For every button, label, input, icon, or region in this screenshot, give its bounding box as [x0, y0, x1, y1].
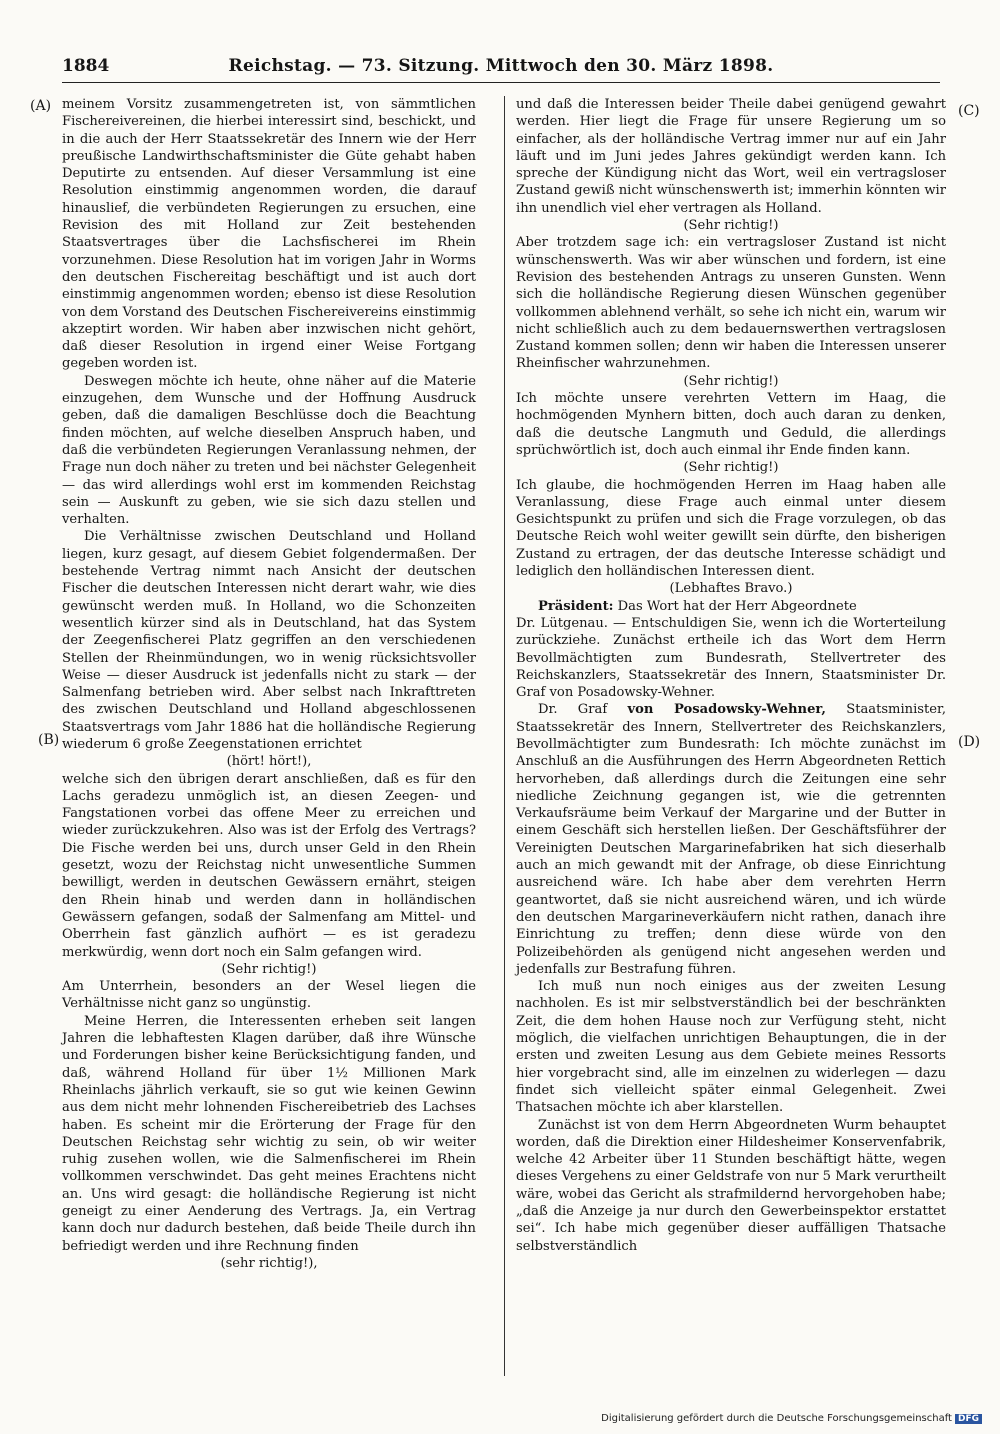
margin-mark-b: (B)	[38, 732, 60, 748]
speaker-prefix: Dr. Graf	[538, 702, 608, 718]
interjection: (hört! hört!),	[226, 754, 312, 770]
paragraph: Die Verhältnisse zwischen Deutschland und Holland liegen, kurz gesagt, auf diesem Gebiet folgendermaßen. Der bestehende Vertrag nimmt nach Ansicht der deutschen Fischer die deutschen Interessen nicht derart wahr, wie dies gewünscht werden muß. In Holland, wo die Schonzeiten wesentlich kürzer sind als in Deutschland, hat das System der Zeegenfischerei Platz gegriffen an den verschiedenen Stellen der Rheinmündungen, wo in wenig rücksichtsvoller Weise — dieser Ausdruck ist jedenfalls nicht zu stark — der Salmenfang betrieben wird. Aber selbst nach Inkrafttreten des zwischen Deutschland und Holland abgeschlossenen Staatsvertrags vom Jahr 1886 hat die holländische Regierung wiederum 6 große Zeegenstationen errichtet	[62, 529, 476, 752]
paragraph: Meine Herren, die Interessenten erheben seit langen Jahren die lebhaftesten Klagen darüber, daß ihre Wünsche und Forderungen bisher keine Berücksichtigung fanden, und daß, während Holland für über 1½ Millionen Mark Rheinlachs jährlich verkauft, sie so gut wie keinen Gewinn aus dem nicht mehr lohnenden Fischereibetrieb des Lachses haben. Es scheint mir die Erörterung der Frage für den Deutschen Reichstag sehr wichtig zu sein, ob wir weiter ruhig zusehen wollen, wie die Salmenfischerei im Rhein vollkommen verschwindet. Das geht meines Erachtens nicht an. Uns wird gesagt: die holländische Regierung ist nicht geneigt zu einer Aenderung des Vertrags. Ja, ein Vertrag kann doch nur dadurch bestehen, daß beide Theile durch ihn befriedigt werden und ihre Rechnung finden	[62, 1013, 476, 1254]
footer	[601, 1413, 982, 1424]
paragraph: Deswegen möchte ich heute, ohne näher auf die Materie einzugehen, dem Wunsche und der Hoffnung Ausdruck geben, daß die damaligen Beschlüsse doch die Beachtung finden möchten, auf welche dieselben Anspruch haben, und daß die verbündeten Regierungen Veranlassung nehmen, der Frage nun doch näher zu treten und bei nächster Gelegenheit — das wird allerdings wohl erst im kommenden Reichstag sein — Auskunft zu geben, wie sie sich dazu stellen und verhalten.	[62, 373, 476, 528]
margin-mark-a: (A)	[30, 98, 52, 114]
column-divider	[504, 96, 505, 1376]
speaker-text: Staatsminister, Staatssekretär des Innern, Stellvertreter des Reichskanzlers, Bevollmächtigter zum Bundesrath: Ich möchte zunächst im Anschluß an die Ausführungen des Herrn Abgeordneten Rettich hervorheben, daß allerdings durch die Zeitungen eine sehr niedliche Zeichnung gegangen ist, wie die getrennten Verkaufsräume beim Verkauf der Margarine und der Butter in einem Geschäft sich herstellen ließen. Der Geschäftsführer der Vereinigten Deutschen Margarinefabriken hat sich dieserhalb auch an mich gewandt mit der Anfrage, ob diese Einrichtung ausreichend wäre. Ich habe aber dem verehrten Herrn geantwortet, daß sie nicht ausreichend wären, und ich würde den deutschen Margarineverkäufern nicht rathen, danach ihre Einrichtung zu treffen; denn diese würde von den Polizeibehörden als genügend nicht angesehen werden und jedenfalls zur Bestrafung führen.	[516, 702, 946, 977]
interjection: (Sehr richtig!)	[683, 460, 779, 476]
interjection: (sehr richtig!),	[220, 1255, 318, 1271]
paragraph: Ich möchte unsere verehrten Vettern im Haag, die hochmögenden Mynhern bitten, doch auch daran zu denken, daß die deutsche Langmuth und Geduld, die allerdings sprüchwörtlich ist, doch auch einmal ihr Ende finden kann.	[516, 391, 946, 458]
interjection: (Sehr richtig!)	[683, 373, 779, 389]
margin-mark-d: (D)	[958, 734, 981, 750]
interjection: (Sehr richtig!)	[683, 218, 779, 234]
paragraph: Ich muß nun noch einiges aus der zweiten Lesung nachholen. Es ist mir selbstverständlich bei der beschränkten Zeit, die dem hohen Hause noch zur Verfügung steht, nicht möglich, die vielfachen unrichtigen Behauptungen, die in der ersten und zweiten Lesung aus dem Gebiete meines Ressorts hier vorgebracht sind, alle im einzelnen zu widerlegen — dazu findet sich vielleicht später einmal Gelegenheit. Zwei Thatsachen möchte ich aber klarstellen.	[516, 979, 946, 1116]
page-header	[62, 52, 940, 83]
paragraph: Aber trotzdem sage ich: ein vertragsloser Zustand ist nicht wünschenswerth. Was wir aber wünschen und fordern, ist eine Revision des bestehenden Antrags zu unseren Gunsten. Wenn sich die holländische Regierung diesen Wünschen gegenüber vollkommen ablehnend verhält, so sehe ich nicht ein, warum wir nicht schließlich auch zu dem bedauernswerthen vertragslosen Zustand kommen sollen; denn wir haben die Interessen unserer Rheinfischer wahrzunehmen.	[516, 235, 946, 372]
speaker-president	[516, 598, 946, 615]
dfg-logo: DFG	[955, 1414, 982, 1424]
interjection: (Sehr richtig!)	[221, 961, 317, 977]
paragraph: Zunächst ist von dem Herrn Abgeordneten Wurm behauptet worden, daß die Direktion einer Hildesheimer Konservenfabrik, welche 42 Arbeiter über 11 Stunden beschäftigt hätte, wegen dieses Vergehens zu einer Geldstrafe von nur 5 Mark verurtheilt wäre, wobei das Gericht als strafmildernd hervorgehoben habe; „daß die Anzeige ja nur durch den Gewerbeinspektor erstattet sei“. Ich habe mich gegenüber dieser auffälligen Thatsache selbstverständlich	[516, 1117, 946, 1254]
paragraph: und daß die Interessen beider Theile dabei genügend gewahrt werden. Hier liegt die Frage für unsere Regierung um so einfacher, als der holländische Vertrag immer nur auf ein Jahr läuft und im Juni jedes Jahres gekündigt werden kann. Ich spreche der Kündigung nicht das Wort, weil ein vertragsloser Zustand gewiß nicht wünschenswerth ist; immerhin könnten wir ihn unendlich viel eher vertragen als Holland.	[516, 97, 947, 216]
speaker-minister	[516, 701, 946, 978]
speaker-label: Präsident:	[538, 598, 614, 614]
interjection: (Lebhaftes Bravo.)	[669, 581, 793, 597]
paragraph: Am Unterrhein, besonders an der Wesel liegen die Verhältnisse nicht ganz so ungünstig.	[62, 979, 476, 1012]
paragraph: Ich glaube, die hochmögenden Herren im Haag haben alle Veranlassung, diese Frage auch einmal unter diesem Gesichtspunkt zu prüfen und sich die Frage vorzulegen, ob das Deutsche Reich wohl weiter gewillt sein dürfte, den bisherigen Zustand zu ertragen, der das deutsche Interesse schädigt und lediglich den holländischen Interessen dient.	[516, 477, 946, 580]
page-number: 1884	[62, 56, 110, 76]
paragraph: welche sich den übrigen derart anschließen, daß es für den Lachs geradezu unmöglich ist, an diesen Zeegen- und Fangstationen vorbei das offene Meer zu erreichen und wieder zurückzukehren. Also was ist der Erfolg des Vertrags? Die Fische werden bei uns, durch unser Geld in den Rhein gesetzt, wozu der Reichstag nicht unwesentliche Summen bewilligt, werden in deutschen Gewässern ernährt, steigen den Rhein hinab und werden dann in holländischen Gewässern gefangen, sodaß der Salmenfang am Mittel- und Oberrhein fast gänzlich aufhört — es ist geradezu merkwürdig, wenn dort noch ein Salm gefangen wird.	[62, 771, 476, 960]
speaker-text: Das Wort hat der Herr Abgeordnete	[617, 598, 857, 614]
paragraph: meinem Vorsitz zusammengetreten ist, von sämmtlichen Fischereivereinen, die hierbei interessirt sind, beschickt, und in die auch der Herr Staatssekretär des Innern wie der Herr preußische Landwirthschaftsminister die Güte gehabt haben Deputirte zu entsenden. Auf dieser Versammlung ist eine Resolution einstimmig angenommen worden, die darauf hinauslief, die verbündeten Regierungen zu ersuchen, eine Revision des mit Holland zur Zeit bestehenden Staatsvertrages über die Lachsfischerei im Rhein vorzunehmen. Diese Resolution hat im vorigen Jahr in Worms den deutschen Fischereitag beschäftigt und ist auch dort einstimmig angenommen worden; ebenso ist diese Resolution von dem Vorstand des Deutschen Fischereivereins einstimmig akzeptirt worden. Wir haben aber inzwischen nicht gehört, daß dieser Resolution in irgend einer Weise Fortgang gegeben worden ist.	[62, 97, 476, 372]
footer-text: Digitalisierung gefördert durch die Deutsche Forschungsgemeinschaft	[601, 1413, 952, 1424]
margin-mark-c: (C)	[958, 103, 980, 119]
paragraph: Dr. Lütgenau. — Entschuldigen Sie, wenn ich die Worterteilung zurückziehe. Zunächst ertheile ich das Wort dem Herrn Bevollmächtigten zum Bundesrath, Stellvertreter des Reichskanzlers, Staatssekretär des Innern, Staatsminister Dr. Graf von Posadowsky-Wehner.	[516, 615, 946, 701]
running-title: Reichstag. — 73. Sitzung. Mittwoch den 30. März 1898.	[228, 56, 774, 76]
speaker-name: von Posadowsky-Wehner,	[627, 702, 826, 718]
left-column	[62, 96, 476, 1272]
right-column	[516, 96, 946, 1255]
